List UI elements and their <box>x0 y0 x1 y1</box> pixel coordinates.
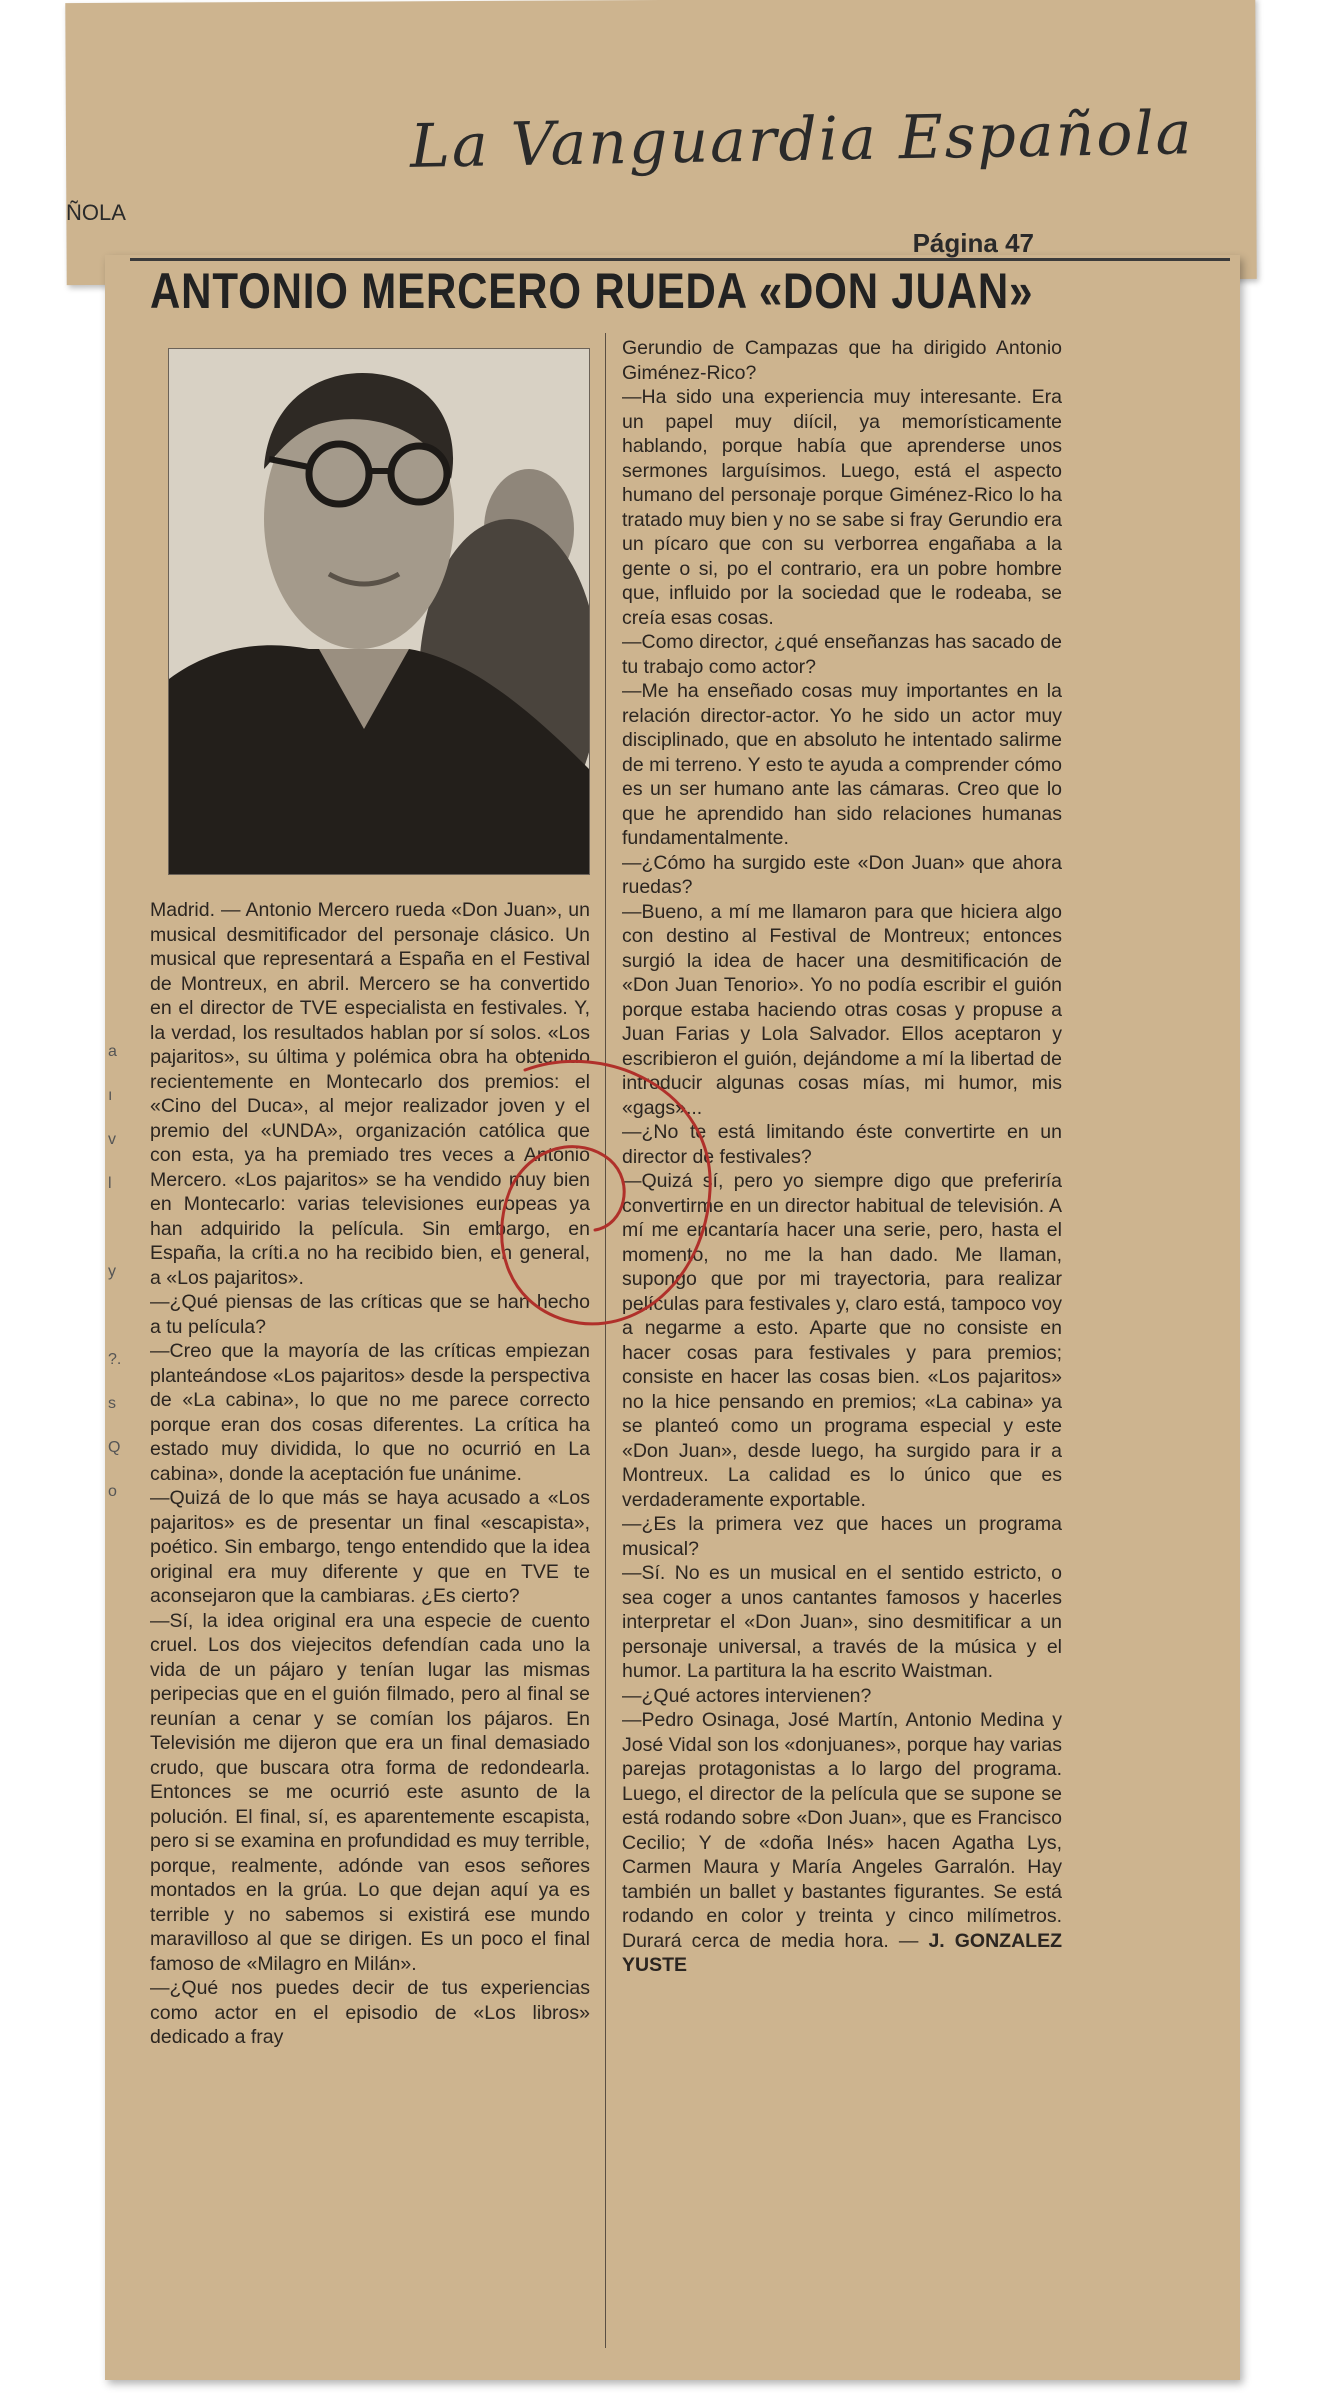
byline: J. GONZALEZ YUSTE <box>622 1929 1063 1976</box>
article-column-left: Madrid. — Antonio Mercero rueda «Don Juan», un musical desmitificador del personaje clásico. Un musical que representará a España en el Festival de Montreux, en abril. Mercero se ha convertido en el director de TVE especialista en festivales. Y, la verdad, los resultados hablan por sí solos. «Los pajaritos», su última y polémica obra ha obtenido recientemente en Montecarlo dos premios: el «Cino del Duca», al mejor realizador joven y el premio del «UNDA», organización católica que con esta, ya ha premiado tres veces a Antonio Mercero. «Los pajaritos» se ha vendido muy bien en Montecarlo: varias televisiones europeas ya han adquirido la película. Sin embargo, en España, la críti.a no ha recibido bien, en general, a «Los pajaritos». —¿Qué piensas de las críticas que se han hecho a tu película? —Creo que la mayoría de las críticas empiezan planteándose «Los pajaritos» desde la perspectiva de «La cabina», lo que no me parece correcto porque eran dos cosas diferentes. La crítica ha estado muy dividida, lo que no ocurrió en La cabina», donde la aceptación fue unánime. —Quizá de lo que más se haya acusado a «Los pajaritos» es de presentar un final «escapista», poético. Sin embargo, tengo entendido que la idea original era muy diferente y que en TVE te aconsejaron que la cambiaras. ¿Es cierto? —Sí, la idea original era una especie de cuento cruel. Los dos viejecitos defendían cada uno la vida de un pájaro y tenían lugar las mismas peripecias que en el guión filmado, pero al final se reunían a cenar y se comían los pájaros. En Televisión me dijeron que era un final demasiado crudo, que buscara otra forma de redondearla. Entonces se me ocurrió este asunto de la polución. El final, sí, es aparentemente escapista, pero si se examina en profundidad es muy terrible, porque, realmente, adónde van esos señores montados en la grúa. Lo que dejan aquí ya es terrible y no sabemos si existirá ese mundo maravilloso al que se dirigen. Es un poco el final famoso de «Milagro en Milán». —¿Qué nos puedes decir de tus experiencias como actor en el episodio de «Los libros» dedicado a fray <box>150 899 590 2048</box>
header-fragment: ÑOLA <box>66 200 126 225</box>
header-rule <box>130 258 1230 261</box>
article-column-right <box>622 336 1062 1978</box>
column-divider <box>605 333 606 2348</box>
article-column-right-text: Gerundio de Campazas que ha dirigido Antonio Giménez-Rico? —Ha sido una experiencia muy interesante. Era un papel muy diícil, ya memorísticamente hablando, porque había que aprenderse unos sermones larguísimos. Luego, está el aspecto humano del personaje porque Giménez-Rico lo ha tratado muy bien y no se sabe si fray Gerundio era un pícaro que con su verborrea engañaba a la gente o si, po el contrario, era un pobre hombre que, influido por la sociedad que le rodeaba, se creía esas cosas. —Como director, ¿qué enseñanzas has sacado de tu trabajo como actor? —Me ha enseñado cosas muy importantes en la relación director-actor. Yo he sido un actor muy disciplinado, que en absoluto he intentado salirme de mi terreno. Y esto te ayuda a comprender cómo es un ser humano ante las cámaras. Creo que lo que he aprendido han sido relaciones humanas fundamentalmente. —¿Cómo ha surgido este «Don Juan» que ahora ruedas? —Bueno, a mí me llamaron para que hiciera algo con destino al Festival de Montreux; entonces surgió la idea de hacer una desmitificación de «Don Juan Tenorio». Yo no podía escribir el guión porque estaba haciendo otras cosas y propuse a Juan Farias y Lola Salvador. Ellos aceptaron y escribieron el guión, dejándome a mí la libertad de introducir algunas cosas mías, mi humor, mis «gags»... —¿No te está limitando éste convertirte en un director de festivales? —Quizá sí, pero yo siempre digo que preferiría convertirme en un director habitual de televisión. A mí me encantaría hacer una serie, pero, hasta el momento, no me la han dado. Me llaman, supongo que por mi trayectoria, para realizar películas para festivales y, claro está, tampoco voy a negarme a esto. Aparte que no consiste en hacer cosas para festivales y para premios; consiste en hacer las cosas bien. «Los pajaritos» no la hice pensando en premios; «La cabina» ya se planteó como un programa especial y este «Don Juan», desde luego, ha surgido para ir a Montreux. La calidad es lo único que es verdaderamente exportable. —¿Es la primera vez que haces un programa musical? —Sí. No es un musical en el sentido estricto, o sea coger a unos cantantes famosos y hacerles interpretar el «Don Juan», sino desmitificar a un personaje universal, a través de la música y el humor. La partitura la ha escrito Waistman. —¿Qué actores intervienen? —Pedro Osinaga, José Martín, Antonio Medina y José Vidal son los «donjuanes», porque hay varias parejas protagonistas a lo largo del programa. Luego, el director de la película que se supone se está rodando sobre «Don Juan», que es Francisco Cecilio; Y de «doña Inés» hacen Agatha Lys, Carmen Maura y María Angeles Garralón. Hay también un ballet y bastantes figurantes. Se está rodando en color y treinta y cinco milímetros. Durará cerca de media hora. — <box>622 337 1062 1952</box>
headline: ANTONIO MERCERO RUEDA «DON JUAN» <box>150 263 1034 319</box>
handwritten-note: La Vanguardia Española <box>409 98 1194 182</box>
portrait-photo <box>168 348 590 875</box>
page-number: Página 47 <box>912 228 1034 258</box>
margin-marks: a ı v l y ?. s Q o <box>108 1043 122 1500</box>
portrait-illustration <box>169 349 589 874</box>
